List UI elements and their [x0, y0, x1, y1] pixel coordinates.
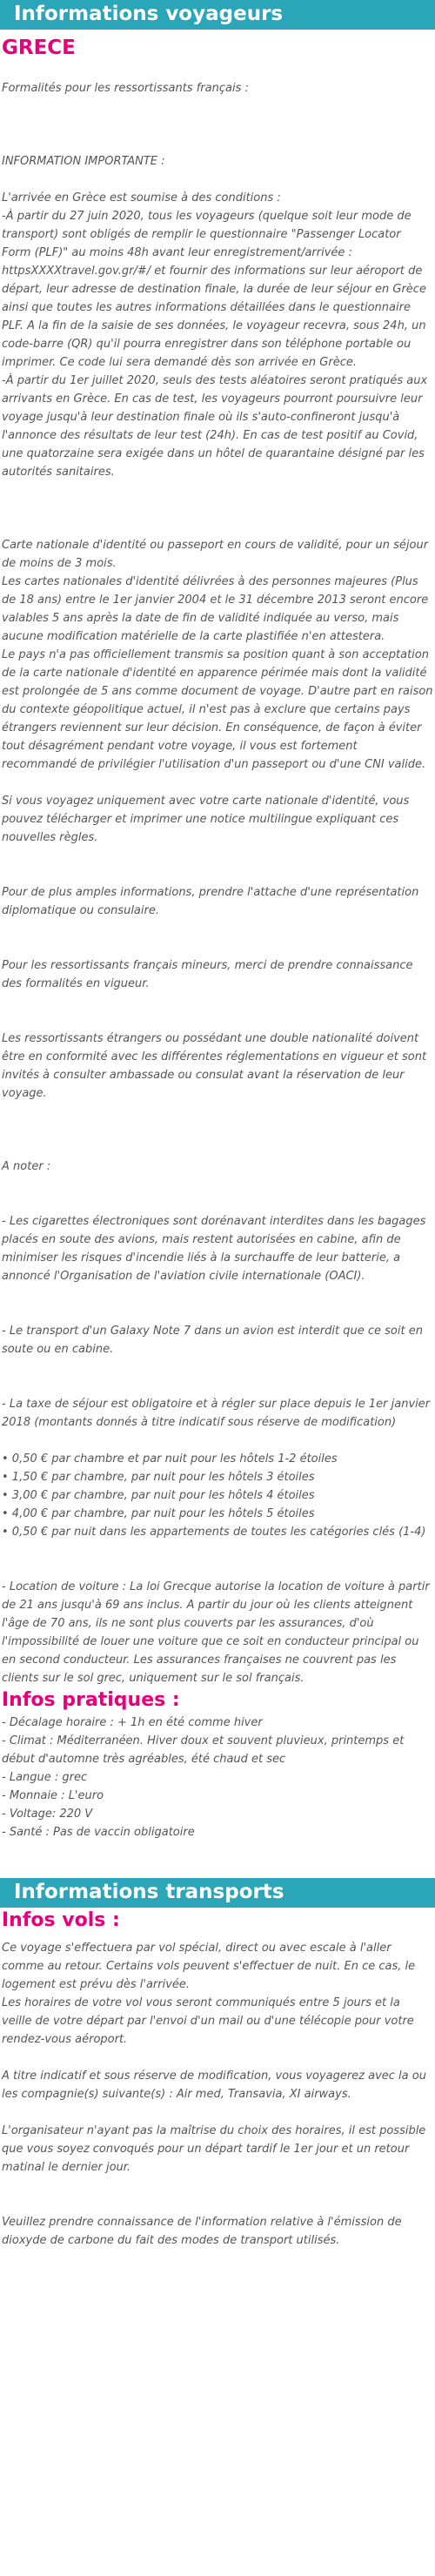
mineurs-text: Pour les ressortissants français mineurs, merci de prendre connaissance des formalités en vigueur.: [2, 959, 413, 990]
vols-heading: Infos vols :: [2, 1909, 120, 1931]
voyageurs-banner: Informations voyageurs: [0, 0, 435, 30]
carte-paragraph-1: Les cartes nationales d'identité délivrées à des personnes majeures (Plus de 18 ans) entre le 1er janvier 2004 et le 31 décembre 2013 seront encore valables 5 ans après la date de fin de validité indiquée au verso, mais aucune modification matérielle de la carte plastifiée n'en attestera.: [2, 575, 429, 643]
pratiques-item: - Décalage horaire : + 1h en été comme hiver: [2, 1716, 263, 1729]
pratiques-item: - Climat : Méditerranéen. Hiver doux et souvent pluvieux, printemps et début d'automne très agréables, été chaud et sec: [2, 1734, 405, 1766]
pratiques-item: - Voltage: 220 V: [2, 1808, 93, 1821]
location-text: - Location de voiture : La loi Grecque autorise la location de voiture à partir de 21 ans jusqu'à 69 ans inclus. A partir du jour où les clients atteignent l'âge de 70 ans, ils ne sont plus couverts par les assurances, d'où l'impossibilité de louer une voiture que ce soit en conducteur principal ou en second conducteur. Les assurances françaises ne couvrent pas les clients sur le sol grec, uniquement sur le sol français.: [2, 1580, 430, 1685]
carte-paragraph-2: Le pays n'a pas officiellement transmis sa position quant à son acceptation de la carte nationale d'identité en apparence périmée mais dont la validité est prolongée de 5 ans comme document de voyage. D'autre part en raison du contexte géopolitique actuel, il n'est pas à exclure que certains pays étrangers reviennent sur leur décision. En conséquence, de façon à éviter tout désagrément pendant votre voyage, il vous est fortement recommandé de privilégier l'utilisation d'un passeport ou d'une CNI valide.: [2, 648, 433, 771]
important-label: INFORMATION IMPORTANTE :: [2, 155, 165, 168]
taxe-item: • 4,00 € par chambre, par nuit pour les hôtels 5 étoiles: [2, 1507, 315, 1520]
arrivee-paragraph-1: -À partir du 27 juin 2020, tous les voyageurs (quelque soit leur mode de transport) sont obligés de remplir le questionnaire "Passenger Locator Form (PLF)" au moins 48h avant leur enregistrement/arrivée : httpsXXXXtravel.gov.gr/#/ et fournir des informations sur leur aéroport de départ, leur adresse de destination finale, la durée de leur séjour en Grèce ainsi que toutes les autres informations détaillées dans le questionnaire PLF. A la fin de la saisie de ses données, le voyageur recevra, sous 24h, un code-barre (QR) qu'il pourra enregistrer dans son téléphone portable ou imprimer. Ce code lui sera demandé dès son arrivée en Grèce.: [2, 210, 426, 369]
section-transports: [0, 1878, 435, 2250]
vols-paragraph-3: A titre indicatif et sous réserve de modification, vous voyagerez avec la ou les compagnie(s) suivante(s) : Air med, Transavia, XI airways.: [2, 2070, 426, 2101]
formalites-text: Formalités pour les ressortissants français :: [2, 82, 249, 95]
vols-block: [0, 1934, 435, 2250]
pratiques-item: - Langue : grec: [2, 1771, 88, 1784]
country-title: GRECE: [2, 37, 76, 59]
galaxy-text: - Le transport d'un Galaxy Note 7 dans un avion est interdit que ce soit en soute ou en cabine.: [2, 1325, 423, 1356]
taxe-item: • 0,50 € par nuit dans les appartements de toutes les catégories clés (1-4): [2, 1526, 426, 1539]
vols-paragraph-5: Veuillez prendre connaissance de l'information relative à l'émission de dioxyde de carbone du fait des modes de transport utilisés.: [2, 2216, 402, 2247]
ambassade-text: Pour de plus amples informations, prendre l'attache d'une représentation diplomatique ou consulaire.: [2, 886, 419, 917]
taxe-item: • 0,50 € par chambre et par nuit pour les hôtels 1-2 étoiles: [2, 1452, 338, 1466]
formalites-block: [0, 61, 435, 1687]
transports-banner: Informations transports: [0, 1878, 435, 1908]
etrangers-text: Les ressortissants étrangers ou possédant une double nationalité doivent être en conformité avec les différentes réglementations en vigueur et sont invités à consulter ambassade ou consulat avant la réservation de leur voyage.: [2, 1032, 427, 1100]
pratiques-item: - Monnaie : L'euro: [2, 1789, 104, 1802]
a-noter-label: A noter :: [2, 1160, 51, 1173]
cigarettes-text: - Les cigarettes électroniques sont dorénavant interdites dans les bagages placés en soute des avions, mais restent autorisées en cabine, afin de minimiser les risques d'incendie liés à la surchauffe de leur batterie, a annoncé l'Organisation de l'aviation civile internationale (OACI).: [2, 1215, 426, 1283]
taxe-item: • 1,50 € par chambre, par nuit pour les hôtels 3 étoiles: [2, 1471, 315, 1484]
pratiques-heading: Infos pratiques :: [2, 1689, 180, 1711]
pratiques-item: - Santé : Pas de vaccin obligatoire: [2, 1826, 195, 1839]
notice-text: Si vous voyagez uniquement avec votre carte nationale d'identité, vous pouvez télécharger et imprimer une notice multilingue expliquant ces nouvelles règles.: [2, 795, 410, 844]
arrivee-paragraph-2: -À partir du 1er juillet 2020, seuls des tests aléatoires seront pratiqués aux arrivants en Grèce. En cas de test, les voyageurs pourront poursuivre leur voyage jusqu'à leur destination finale où ils s'auto-confineront jusqu'à l'annonce des résultats de leur test (24h). En cas de test positif au Covid, une quatorzaine sera exigée dans un hôtel de quarantaine désigné par les autorités sanitaires.: [2, 374, 428, 479]
vols-paragraph-4: L'organisateur n'ayant pas la maîtrise du choix des horaires, il est possible que vous soyez convoqués pour un départ tardif le 1er jour et un retour matinal le dernier jour.: [2, 2124, 426, 2174]
vols-paragraph-1: Ce voyage s'effectuera par vol spécial, direct ou avec escale à l'aller comme au retour. Certains vols peuvent s'effectuer de nuit. En ce cas, le logement est prévu dès l'arrivée.: [2, 1942, 416, 1991]
vols-paragraph-2: Les horaires de votre vol vous seront communiqués entre 5 jours et la veille de votre départ par l'envoi d'un mail ou d'une télécopie pour votre rendez-vous aéroport.: [2, 1996, 414, 2046]
carte-intro: Carte nationale d'identité ou passeport en cours de validité, pour un séjour de moins de 3 mois.: [2, 539, 429, 570]
pratiques-list: [0, 1714, 435, 1841]
taxe-intro: - La taxe de séjour est obligatoire et à régler sur place depuis le 1er janvier 2018 (montants donnés à titre indicatif sous réserve de modification): [2, 1398, 431, 1429]
taxe-item: • 3,00 € par chambre, par nuit pour les hôtels 4 étoiles: [2, 1489, 315, 1502]
arrivee-intro: L'arrivée en Grèce est soumise à des conditions :: [2, 191, 281, 205]
taxe-list: [2, 1450, 433, 1541]
